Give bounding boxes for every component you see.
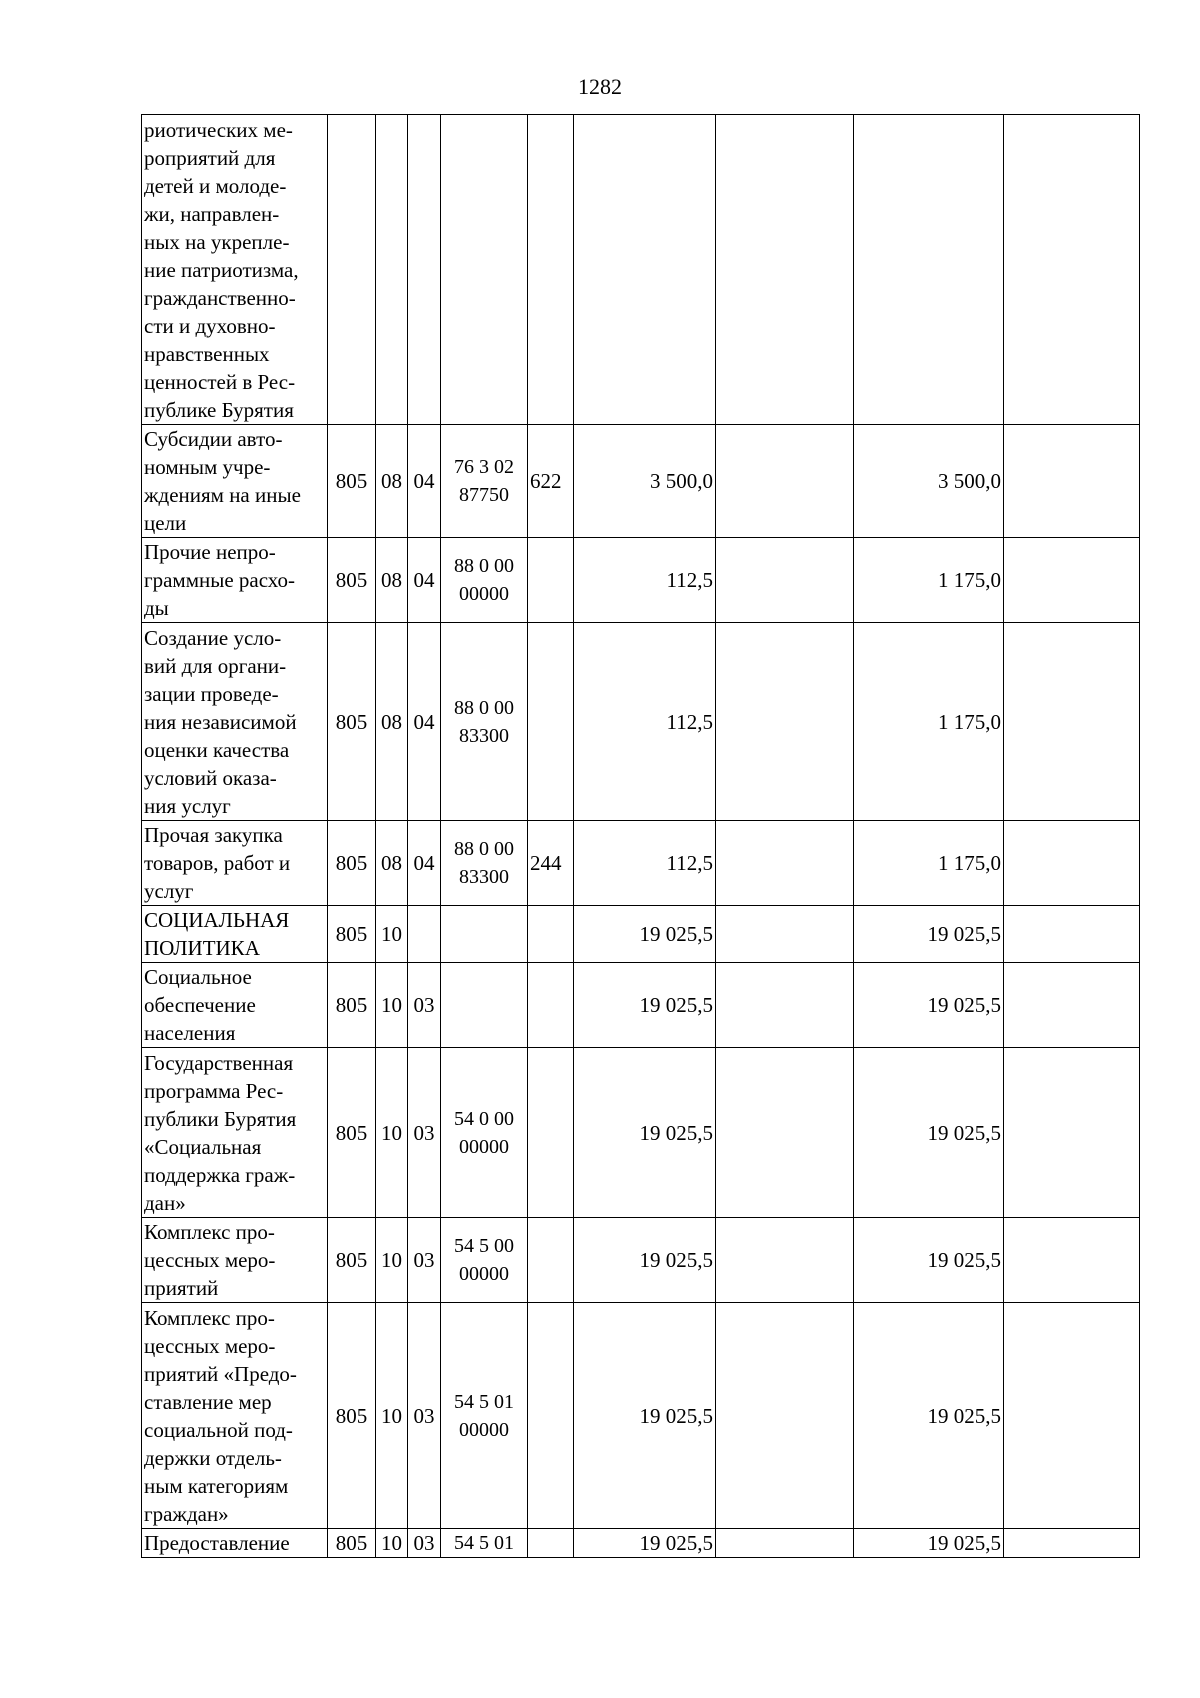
grbs-code-cell: 805 [328,821,376,906]
subsection-code-cell: 03 [408,963,441,1048]
expense-type-cell [528,1218,574,1303]
subsection-code-cell: 04 [408,623,441,821]
target-article-cell: 54 5 00 00000 [441,1218,528,1303]
target-article-cell: 54 0 00 00000 [441,1048,528,1218]
table-row [142,538,1140,623]
subsection-code-cell: 04 [408,538,441,623]
target-article-cell: 88 0 00 00000 [441,538,528,623]
table-row [142,1303,1140,1529]
item-name-cell: Прочие непро- граммные расхо- ды [142,538,328,623]
amount-4-cell [1004,623,1140,821]
item-name-cell: риотических ме- роприятий для детей и молоде- жи, направлен- ных на укрепле- ние патриотизма, гражданственно- сти и духовно- нравственных ценностей в Рес- публике Бурятия [142,115,328,425]
amount-1-cell: 3 500,0 [574,425,716,538]
item-name-cell: Прочая закупка товаров, работ и услуг [142,821,328,906]
target-article-cell: 88 0 00 83300 [441,821,528,906]
section-code-cell: 10 [376,1048,408,1218]
expense-type-cell [528,906,574,963]
item-name-cell: Комплекс про- цессных меро- приятий «Предо- ставление мер социальной под- держки отдель- ным категориям граждан» [142,1303,328,1529]
grbs-code-cell: 805 [328,906,376,963]
amount-2-cell [716,906,854,963]
amount-1-cell: 19 025,5 [574,1048,716,1218]
section-code-cell: 08 [376,538,408,623]
grbs-code-cell: 805 [328,1218,376,1303]
amount-2-cell [716,1529,854,1558]
subsection-code-cell: 04 [408,821,441,906]
table-row [142,1218,1140,1303]
table-row [142,1529,1140,1558]
amount-1-cell: 19 025,5 [574,1218,716,1303]
budget-table [141,114,1140,1558]
amount-3-cell: 19 025,5 [854,1218,1004,1303]
amount-4-cell [1004,425,1140,538]
expense-type-cell: 244 [528,821,574,906]
grbs-code-cell [328,115,376,425]
table-row [142,115,1140,425]
expense-type-cell [528,538,574,623]
target-article-cell [441,963,528,1048]
amount-3-cell: 19 025,5 [854,1529,1004,1558]
amount-2-cell [716,1218,854,1303]
item-name-cell: Предоставление [142,1529,328,1558]
amount-4-cell [1004,1529,1140,1558]
amount-3-cell: 1 175,0 [854,821,1004,906]
amount-3-cell: 3 500,0 [854,425,1004,538]
item-name-cell: Социальное обеспечение населения [142,963,328,1048]
amount-2-cell [716,821,854,906]
expense-type-cell [528,963,574,1048]
item-name-cell: Субсидии авто- номным учре- ждениям на иные цели [142,425,328,538]
page-number: 1282 [578,74,622,99]
amount-1-cell: 112,5 [574,623,716,821]
item-name-cell: Комплекс про- цессных меро- приятий [142,1218,328,1303]
amount-4-cell [1004,906,1140,963]
amount-2-cell [716,963,854,1048]
section-code-cell [376,115,408,425]
grbs-code-cell: 805 [328,623,376,821]
expense-type-cell [528,1048,574,1218]
expense-type-cell [528,1529,574,1558]
grbs-code-cell: 805 [328,1529,376,1558]
amount-1-cell: 19 025,5 [574,906,716,963]
amount-3-cell: 19 025,5 [854,963,1004,1048]
amount-2-cell [716,1048,854,1218]
section-code-cell: 10 [376,906,408,963]
expense-type-cell [528,1303,574,1529]
section-code-cell: 10 [376,1218,408,1303]
subsection-code-cell [408,906,441,963]
table-row [142,1048,1140,1218]
amount-4-cell [1004,1048,1140,1218]
amount-4-cell [1004,963,1140,1048]
amount-4-cell [1004,821,1140,906]
amount-1-cell: 19 025,5 [574,963,716,1048]
table-row [142,425,1140,538]
expense-type-cell: 622 [528,425,574,538]
target-article-cell: 54 5 01 00000 [441,1303,528,1529]
grbs-code-cell: 805 [328,963,376,1048]
subsection-code-cell: 04 [408,425,441,538]
amount-3-cell: 1 175,0 [854,623,1004,821]
amount-3-cell [854,115,1004,425]
amount-1-cell: 19 025,5 [574,1303,716,1529]
amount-2-cell [716,1303,854,1529]
amount-2-cell [716,538,854,623]
grbs-code-cell: 805 [328,1048,376,1218]
expense-type-cell [528,115,574,425]
subsection-code-cell [408,115,441,425]
amount-1-cell [574,115,716,425]
table-row [142,963,1140,1048]
subsection-code-cell: 03 [408,1529,441,1558]
amount-4-cell [1004,1303,1140,1529]
table-row [142,623,1140,821]
amount-3-cell: 19 025,5 [854,1048,1004,1218]
amount-3-cell: 19 025,5 [854,906,1004,963]
target-article-cell [441,906,528,963]
table-body [142,115,1140,1558]
section-code-cell: 10 [376,1529,408,1558]
grbs-code-cell: 805 [328,425,376,538]
table-row [142,906,1140,963]
amount-2-cell [716,115,854,425]
expense-type-cell [528,623,574,821]
section-code-cell: 10 [376,963,408,1048]
target-article-cell: 76 3 02 87750 [441,425,528,538]
section-code-cell: 08 [376,623,408,821]
amount-2-cell [716,623,854,821]
target-article-cell: 88 0 00 83300 [441,623,528,821]
grbs-code-cell: 805 [328,538,376,623]
grbs-code-cell: 805 [328,1303,376,1529]
subsection-code-cell: 03 [408,1048,441,1218]
section-code-cell: 08 [376,821,408,906]
amount-4-cell [1004,115,1140,425]
target-article-cell [441,115,528,425]
subsection-code-cell: 03 [408,1303,441,1529]
item-name-cell: Государственная программа Рес- публики Бурятия «Социальная поддержка граж- дан» [142,1048,328,1218]
amount-1-cell: 19 025,5 [574,1529,716,1558]
amount-3-cell: 1 175,0 [854,538,1004,623]
item-name-cell: Создание усло- вий для органи- зации проведе- ния независимой оценки качества условий оказа- ния услуг [142,623,328,821]
section-code-cell: 10 [376,1303,408,1529]
section-code-cell: 08 [376,425,408,538]
item-name-cell: СОЦИАЛЬНАЯ ПОЛИТИКА [142,906,328,963]
target-article-cell: 54 5 01 [441,1529,528,1558]
amount-4-cell [1004,1218,1140,1303]
amount-2-cell [716,425,854,538]
amount-1-cell: 112,5 [574,821,716,906]
table-row [142,821,1140,906]
amount-1-cell: 112,5 [574,538,716,623]
amount-4-cell [1004,538,1140,623]
amount-3-cell: 19 025,5 [854,1303,1004,1529]
subsection-code-cell: 03 [408,1218,441,1303]
